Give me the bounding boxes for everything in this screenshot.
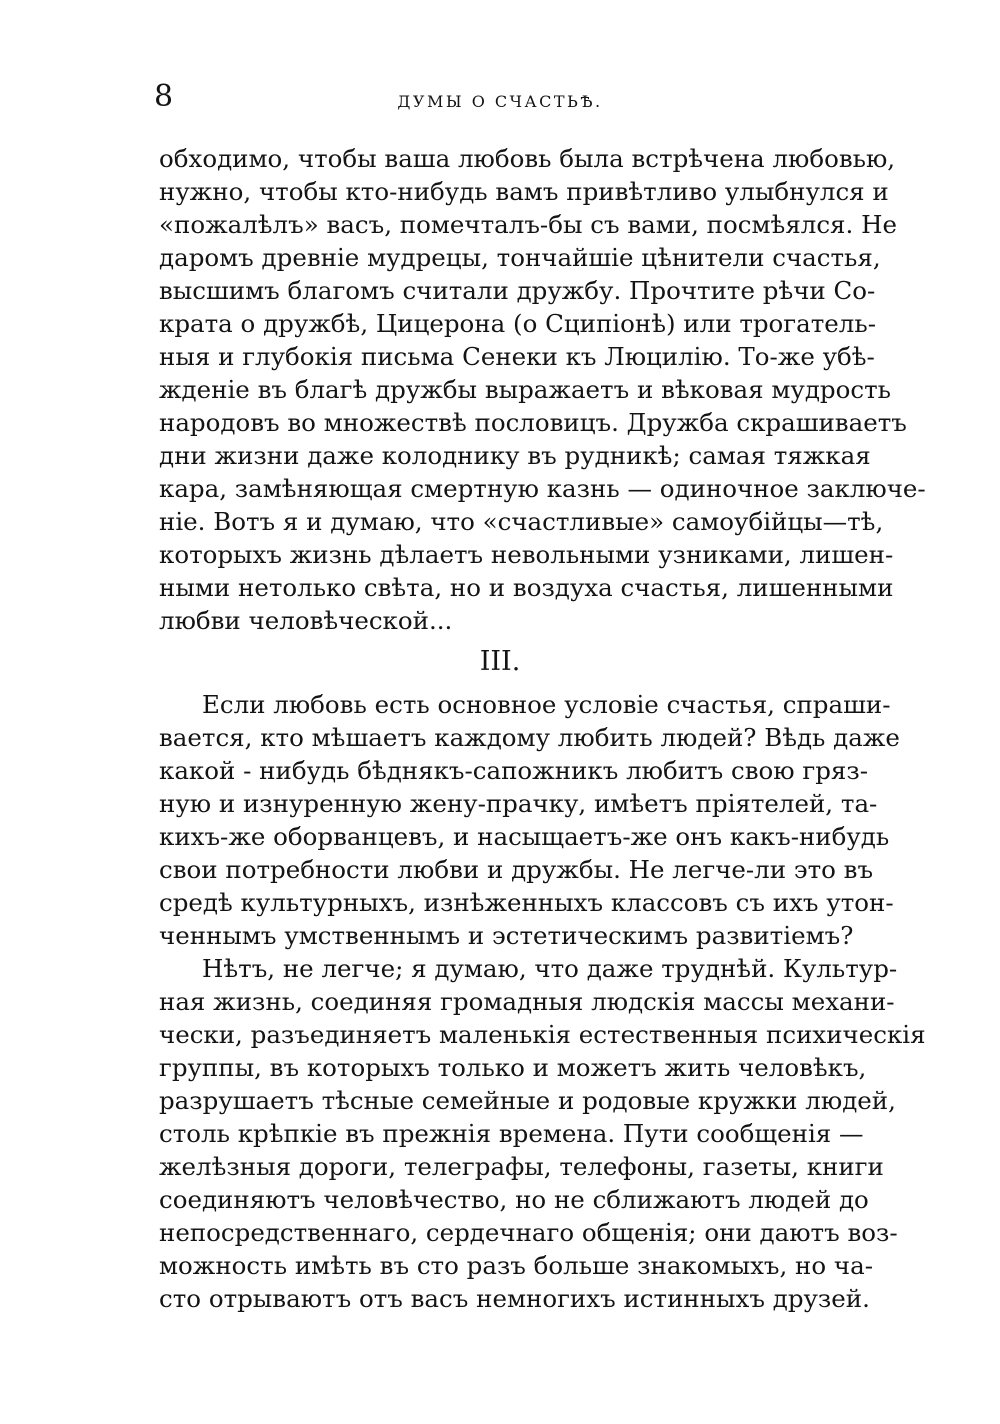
section-heading: III.: [479, 646, 521, 677]
text-line: чески, разъединяетъ маленькія естественныя психическія: [159, 1020, 926, 1049]
text-line: дни жизни даже колоднику въ рудникѣ; самая тяжкая: [159, 441, 871, 470]
text-line: разрушаетъ тѣсные семейные и родовые кружки людей,: [159, 1086, 896, 1115]
text-line: жденіе въ благѣ дружбы выражаетъ и вѣковая мудрость: [159, 375, 891, 404]
text-line: ніе. Вотъ я и думаю, что «счастливые» самоубійцы—тѣ,: [159, 507, 884, 536]
text-line: столь крѣпкіе въ прежнія времена. Пути сообщенія —: [159, 1119, 864, 1148]
text-line: кара, замѣняющая смертную казнь — одиночное заключе-: [159, 474, 926, 503]
text-line: нужно, чтобы кто-нибудь вамъ привѣтливо улыбнулся и: [159, 177, 889, 206]
text-line: сто отрываютъ отъ васъ немногихъ истинныхъ друзей.: [159, 1284, 870, 1313]
text-line: свои потребности любви и дружбы. Не легче-ли это въ: [159, 855, 874, 884]
text-line: «пожалѣлъ» васъ, помечталъ-бы съ вами, посмѣялся. Не: [159, 210, 897, 239]
text-line: соединяютъ человѣчество, но не сближаютъ людей до: [159, 1185, 869, 1214]
page-number: 8: [154, 79, 174, 114]
text-line: даромъ древніе мудрецы, тончайшіе цѣнители счастья,: [159, 243, 881, 272]
running-title: ДУМЫ О СЧАСТЬѢ.: [397, 92, 603, 111]
text-line: какой - нибудь бѣднякъ-сапожникъ любитъ свою гряз-: [159, 756, 868, 785]
text-line: вается, кто мѣшаетъ каждому любить людей? Вѣдь даже: [159, 723, 900, 752]
text-line: можность имѣть въ сто разъ больше знакомыхъ, но ча-: [159, 1251, 873, 1280]
text-line: ными нетолько свѣта, но и воздуха счастья, лишенными: [159, 573, 894, 602]
text-line: высшимъ благомъ считали дружбу. Прочтите рѣчи Со-: [159, 276, 876, 305]
text-line: обходимо, чтобы ваша любовь была встрѣчена любовью,: [159, 144, 896, 173]
text-line: которыхъ жизнь дѣлаетъ невольными узниками, лишен-: [159, 540, 894, 569]
text-line: любви человѣческой...: [159, 606, 453, 635]
text-line: ченнымъ умственнымъ и эстетическимъ развитіемъ?: [159, 921, 854, 950]
text-line: непосредственнаго, сердечнаго общенія; они даютъ воз-: [159, 1218, 898, 1247]
text-line: ныя и глубокія письма Сенеки къ Люцилію. То-же убѣ-: [159, 342, 875, 371]
text-line: желѣзныя дороги, телеграфы, телефоны, газеты, книги: [159, 1152, 884, 1181]
text-line: группы, въ которыхъ только и можетъ жить человѣкъ,: [159, 1053, 867, 1082]
text-line: крата о дружбѣ, Цицерона (о Сципіонѣ) или трогатель-: [159, 309, 876, 338]
text-line: ная жизнь, соединяя громадныя людскія массы механи-: [159, 987, 895, 1016]
text-line: ную и изнуренную жену-прачку, имѣетъ пріятелей, та-: [159, 789, 878, 818]
text-line: Если любовь есть основное условіе счастья, спраши-: [202, 690, 891, 719]
text-line: средѣ культурныхъ, изнѣженныхъ классовъ съ ихъ утон-: [159, 888, 894, 917]
text-line: народовъ во множествѣ пословицъ. Дружба скрашиваетъ: [159, 408, 907, 437]
text-line: Нѣтъ, не легче; я думаю, что даже труднѣй. Культур-: [202, 954, 898, 983]
text-line: кихъ-же оборванцевъ, и насыщаетъ-же онъ какъ-нибудь: [159, 822, 890, 851]
